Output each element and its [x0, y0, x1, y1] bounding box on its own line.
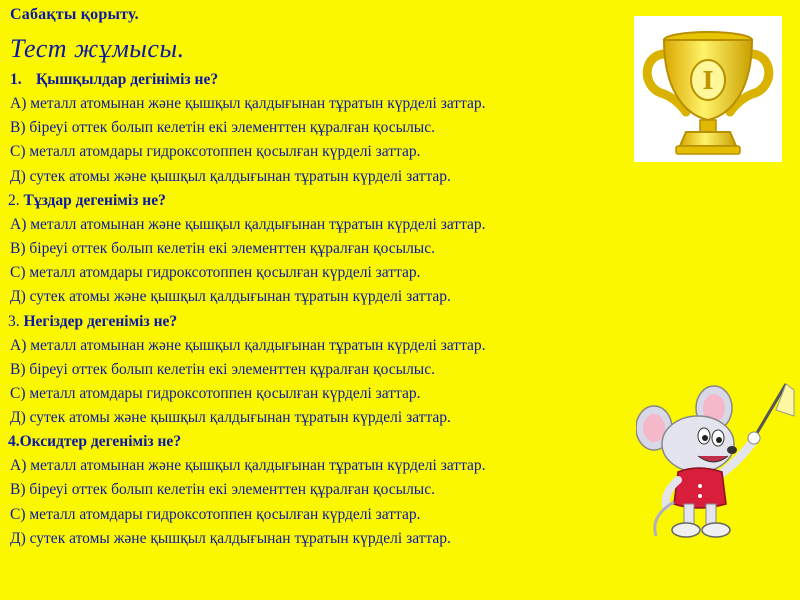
question-list [8, 68, 628, 551]
question-4-number: 4. [8, 433, 20, 451]
answer-3b: В) біреуі оттек болып келетін екі элементтен құралған қосылыс. [10, 360, 435, 378]
question-2-title [8, 189, 628, 213]
answer-2c: С) металл атомдары гидроксотоппен қосылған күрделі заттар. [10, 264, 421, 282]
answer-1c: С) металл атомдары гидроксотоппен қосылған күрделі заттар. [10, 143, 421, 161]
answer-4d: Д) сутек атомы және қышқыл қалдығынан тұратын күрделі заттар. [10, 529, 451, 547]
answer-2a: А) металл атомынан және қышқыл қалдығынан тұратын күрделі заттар. [10, 215, 486, 233]
answer-1d: Д) сутек атомы және қышқыл қалдығынан тұратын күрделі заттар. [10, 167, 451, 185]
answer-3d: Д) сутек атомы және қышқыл қалдығынан тұратын күрделі заттар. [10, 409, 451, 427]
answer-4c: С) металл атомдары гидроксотоппен қосылған күрделі заттар. [10, 505, 421, 523]
question-1-title [8, 68, 628, 92]
question-2-text: Тұздар дегеніміз не? [23, 191, 166, 209]
answer-3a: А) металл атомынан және қышқыл қалдығынан тұратын күрделі заттар. [10, 336, 486, 354]
answer-1a: А) металл атомынан және қышқыл қалдығынан тұратын күрделі заттар. [10, 95, 486, 112]
answer-2d: Д) сутек атомы және қышқыл қалдығынан тұратын күрделі заттар. [10, 288, 451, 306]
trophy-image [634, 16, 782, 162]
question-2-number: 2. [8, 191, 20, 209]
svg-text:I: I [702, 66, 714, 95]
question-3-text: Негіздер дегеніміз не? [23, 312, 178, 330]
page-subtitle: Тест жұмысы. [10, 34, 185, 63]
question-1-number: 1. [10, 71, 22, 88]
answer-4b: В) біреуі оттек болып келетін екі элементтен құралған қосылыс. [10, 481, 435, 499]
answer-1b: В) біреуі оттек болып келетін екі элементтен құралған қосылыс. [10, 119, 435, 137]
answer-2b: В) біреуі оттек болып келетін екі элементтен құралған қосылыс. [10, 239, 435, 257]
question-4-text: Оксидтер дегеніміз не? [19, 433, 182, 451]
trophy-icon [634, 16, 782, 162]
mouse-mascot-image [636, 376, 796, 546]
question-4-title [8, 430, 628, 454]
answer-3c: С) металл атомдары гидроксотоппен қосылған күрделі заттар. [10, 384, 421, 402]
question-3-title [8, 310, 628, 334]
page-title: Сабақты қорыту. [10, 6, 139, 23]
mouse-mascot-icon [636, 376, 796, 546]
question-1-text: Қышқылдар дегініміз не? [36, 71, 219, 88]
answer-4a: А) металл атомынан және қышқыл қалдығынан тұратын күрделі заттар. [10, 457, 486, 475]
question-3-number: 3. [8, 312, 20, 330]
